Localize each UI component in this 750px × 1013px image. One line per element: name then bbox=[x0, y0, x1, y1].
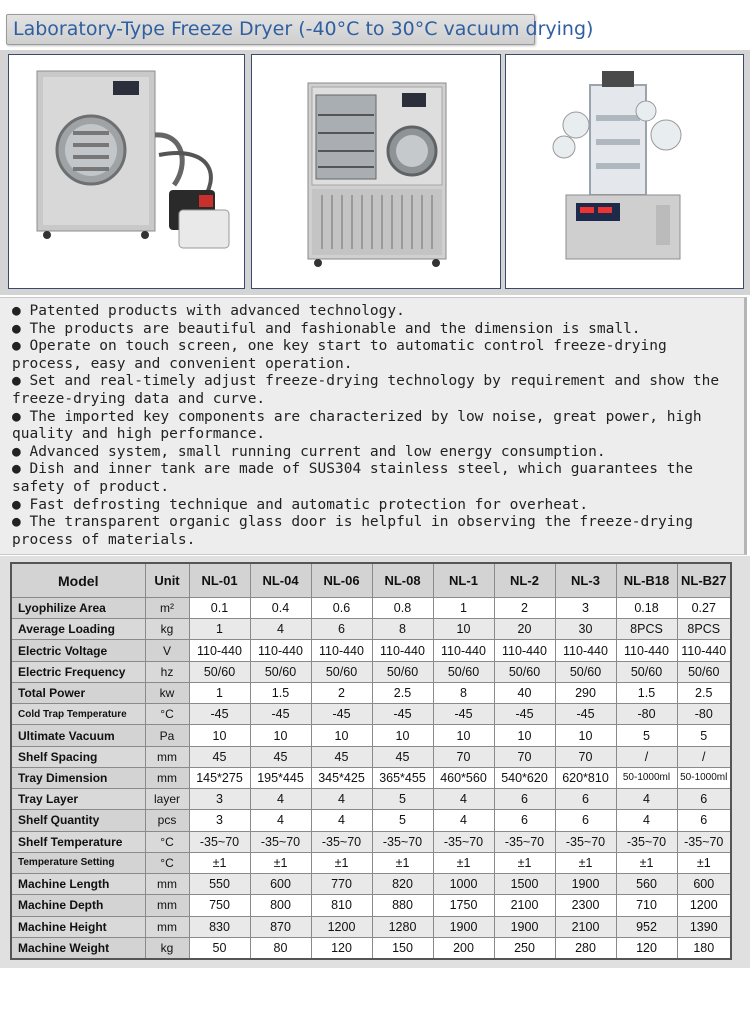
freeze-dryer-cabinet-with-vacuum-pump-photo bbox=[9, 55, 244, 288]
parameter-unit: layer bbox=[145, 789, 189, 810]
table-cell: -35~70 bbox=[250, 831, 311, 852]
table-cell: 280 bbox=[555, 937, 616, 959]
parameter-name: Machine Length bbox=[11, 874, 145, 895]
table-row bbox=[11, 916, 731, 937]
parameter-name: Ultimate Vacuum bbox=[11, 725, 145, 746]
feature-item: ● Fast defrosting technique and automatic protection for overheat. bbox=[12, 496, 589, 513]
table-cell: 0.1 bbox=[189, 598, 250, 619]
table-cell: 3 bbox=[189, 789, 250, 810]
table-cell: 6 bbox=[677, 789, 731, 810]
feature-item: ● The imported key components are characterized by low noise, great power, high quality and high performance. bbox=[12, 408, 711, 443]
table-cell: 2 bbox=[494, 598, 555, 619]
table-cell: 120 bbox=[311, 937, 372, 959]
column-header: NL-01 bbox=[189, 563, 250, 598]
table-cell: 10 bbox=[433, 619, 494, 640]
table-cell: 110-440 bbox=[616, 640, 677, 661]
table-cell: 710 bbox=[616, 895, 677, 916]
table-row bbox=[11, 682, 731, 703]
parameter-unit: mm bbox=[145, 895, 189, 916]
table-cell: 120 bbox=[616, 937, 677, 959]
table-row bbox=[11, 831, 731, 852]
floor-standing-freeze-dryer-photo bbox=[252, 55, 500, 288]
parameter-unit: °C bbox=[145, 831, 189, 852]
table-cell: 2100 bbox=[555, 916, 616, 937]
table-cell: 1750 bbox=[433, 895, 494, 916]
parameter-unit: °C bbox=[145, 704, 189, 725]
table-cell: / bbox=[677, 746, 731, 767]
table-cell: 6 bbox=[555, 789, 616, 810]
parameter-unit: Pa bbox=[145, 725, 189, 746]
table-cell: -80 bbox=[677, 704, 731, 725]
table-cell: 50/60 bbox=[250, 661, 311, 682]
table-cell: 2.5 bbox=[372, 682, 433, 703]
table-cell: 150 bbox=[372, 937, 433, 959]
parameter-name: Tray Layer bbox=[11, 789, 145, 810]
column-header: NL-08 bbox=[372, 563, 433, 598]
feature-item: ● Advanced system, small running current and low energy consumption. bbox=[12, 443, 606, 460]
feature-item: ● The products are beautiful and fashionable and the dimension is small. bbox=[12, 320, 641, 337]
table-cell: 50-1000ml bbox=[616, 767, 677, 788]
table-cell: 50/60 bbox=[555, 661, 616, 682]
table-cell: 8PCS bbox=[616, 619, 677, 640]
table-cell: 345*425 bbox=[311, 767, 372, 788]
table-cell: 3 bbox=[555, 598, 616, 619]
column-header: NL-06 bbox=[311, 563, 372, 598]
parameter-unit: mm bbox=[145, 767, 189, 788]
table-cell: 8 bbox=[372, 619, 433, 640]
table-cell: 870 bbox=[250, 916, 311, 937]
table-cell: 40 bbox=[494, 682, 555, 703]
table-row bbox=[11, 619, 731, 640]
table-cell: -35~70 bbox=[494, 831, 555, 852]
table-cell: 4 bbox=[433, 789, 494, 810]
feature-item: ● Set and real-timely adjust freeze-drying technology by requirement and show the freeze-drying data and curve. bbox=[12, 373, 728, 407]
table-cell: 2 bbox=[311, 682, 372, 703]
table-cell: 8PCS bbox=[677, 619, 731, 640]
parameter-unit: kw bbox=[145, 682, 189, 703]
parameter-name: Electric Frequency bbox=[11, 661, 145, 682]
column-header: NL-B27 bbox=[677, 563, 731, 598]
table-cell: ±1 bbox=[433, 852, 494, 873]
table-cell: 880 bbox=[372, 895, 433, 916]
parameter-unit: mm bbox=[145, 916, 189, 937]
table-cell: 2300 bbox=[555, 895, 616, 916]
table-cell: 10 bbox=[189, 725, 250, 746]
table-cell: 110-440 bbox=[433, 640, 494, 661]
table-cell: ±1 bbox=[555, 852, 616, 873]
table-cell: 830 bbox=[189, 916, 250, 937]
table-cell: 1000 bbox=[433, 874, 494, 895]
table-cell: 1 bbox=[189, 682, 250, 703]
table-row bbox=[11, 661, 731, 682]
parameter-unit: pcs bbox=[145, 810, 189, 831]
table-cell: 0.8 bbox=[372, 598, 433, 619]
table-cell: ±1 bbox=[494, 852, 555, 873]
feature-item: ● Dish and inner tank are made of SUS304 stainless steel, which guarantees the safety of product. bbox=[12, 461, 702, 495]
table-cell: 10 bbox=[555, 725, 616, 746]
table-cell: 4 bbox=[433, 810, 494, 831]
table-cell: 0.4 bbox=[250, 598, 311, 619]
table-cell: -35~70 bbox=[555, 831, 616, 852]
table-cell: 6 bbox=[494, 789, 555, 810]
table-cell: 810 bbox=[311, 895, 372, 916]
table-cell: -35~70 bbox=[311, 831, 372, 852]
table-cell: 110-440 bbox=[677, 640, 731, 661]
table-row bbox=[11, 704, 731, 725]
table-cell: 145*275 bbox=[189, 767, 250, 788]
table-cell: 10 bbox=[250, 725, 311, 746]
table-cell: 6 bbox=[677, 810, 731, 831]
parameter-unit: °C bbox=[145, 852, 189, 873]
table-cell: 50/60 bbox=[372, 661, 433, 682]
table-cell: 110-440 bbox=[494, 640, 555, 661]
table-cell: 50/60 bbox=[311, 661, 372, 682]
table-cell: -35~70 bbox=[677, 831, 731, 852]
table-cell: -45 bbox=[555, 704, 616, 725]
table-cell: -80 bbox=[616, 704, 677, 725]
table-cell: 365*455 bbox=[372, 767, 433, 788]
table-cell: -45 bbox=[494, 704, 555, 725]
table-cell: 10 bbox=[372, 725, 433, 746]
table-cell: 110-440 bbox=[372, 640, 433, 661]
table-cell: -35~70 bbox=[616, 831, 677, 852]
table-cell: 620*810 bbox=[555, 767, 616, 788]
table-cell: 110-440 bbox=[555, 640, 616, 661]
table-cell: 0.27 bbox=[677, 598, 731, 619]
table-cell: 1500 bbox=[494, 874, 555, 895]
table-cell: ±1 bbox=[189, 852, 250, 873]
table-cell: 10 bbox=[494, 725, 555, 746]
table-cell: 10 bbox=[311, 725, 372, 746]
table-cell: 50/60 bbox=[677, 661, 731, 682]
table-cell: 4 bbox=[616, 789, 677, 810]
table-cell: 70 bbox=[555, 746, 616, 767]
parameter-name: Machine Depth bbox=[11, 895, 145, 916]
table-cell: -45 bbox=[372, 704, 433, 725]
table-body bbox=[11, 598, 731, 960]
table-cell: 250 bbox=[494, 937, 555, 959]
table-cell: 110-440 bbox=[189, 640, 250, 661]
table-row bbox=[11, 852, 731, 873]
table-cell: 5 bbox=[372, 810, 433, 831]
table-cell: 4 bbox=[250, 789, 311, 810]
table-cell: 750 bbox=[189, 895, 250, 916]
table-cell: 1900 bbox=[433, 916, 494, 937]
table-cell: 50/60 bbox=[433, 661, 494, 682]
parameter-unit: mm bbox=[145, 746, 189, 767]
table-cell: 1390 bbox=[677, 916, 731, 937]
table-cell: 1.5 bbox=[616, 682, 677, 703]
parameter-unit: mm bbox=[145, 874, 189, 895]
table-row bbox=[11, 725, 731, 746]
table-cell: -45 bbox=[250, 704, 311, 725]
parameter-name: Temperature Setting bbox=[11, 852, 145, 873]
column-header: Unit bbox=[145, 563, 189, 598]
table-cell: -35~70 bbox=[433, 831, 494, 852]
table-cell: 290 bbox=[555, 682, 616, 703]
table-cell: 45 bbox=[372, 746, 433, 767]
column-header: NL-B18 bbox=[616, 563, 677, 598]
product-photo-3 bbox=[505, 54, 744, 289]
table-cell: 180 bbox=[677, 937, 731, 959]
table-cell: -45 bbox=[433, 704, 494, 725]
table-cell: 10 bbox=[433, 725, 494, 746]
table-cell: 45 bbox=[189, 746, 250, 767]
table-cell: 70 bbox=[433, 746, 494, 767]
table-cell: 1900 bbox=[555, 874, 616, 895]
table-cell: ±1 bbox=[250, 852, 311, 873]
table-cell: 45 bbox=[250, 746, 311, 767]
parameter-unit: kg bbox=[145, 937, 189, 959]
parameter-unit: V bbox=[145, 640, 189, 661]
column-header: NL-3 bbox=[555, 563, 616, 598]
table-cell: 2.5 bbox=[677, 682, 731, 703]
table-cell: 820 bbox=[372, 874, 433, 895]
table-cell: 952 bbox=[616, 916, 677, 937]
table-cell: 3 bbox=[189, 810, 250, 831]
table-cell: 0.18 bbox=[616, 598, 677, 619]
table-cell: 4 bbox=[250, 810, 311, 831]
table-header-row bbox=[11, 563, 731, 598]
title-bar bbox=[6, 14, 594, 45]
column-header: NL-04 bbox=[250, 563, 311, 598]
table-cell: 4 bbox=[311, 810, 372, 831]
table-cell: 600 bbox=[677, 874, 731, 895]
table-cell: ±1 bbox=[372, 852, 433, 873]
parameter-name: Shelf Spacing bbox=[11, 746, 145, 767]
parameter-name: Tray Dimension bbox=[11, 767, 145, 788]
table-row bbox=[11, 598, 731, 619]
table-cell: ±1 bbox=[616, 852, 677, 873]
table-cell: 800 bbox=[250, 895, 311, 916]
table-row bbox=[11, 874, 731, 895]
feature-list bbox=[0, 298, 744, 549]
product-photos bbox=[0, 50, 750, 295]
parameter-unit: m² bbox=[145, 598, 189, 619]
table-cell: 770 bbox=[311, 874, 372, 895]
table-cell: 1200 bbox=[311, 916, 372, 937]
feature-list-panel bbox=[0, 297, 747, 555]
table-cell: 50-1000ml bbox=[677, 767, 731, 788]
table-cell: 6 bbox=[494, 810, 555, 831]
table-cell: 45 bbox=[311, 746, 372, 767]
table-row bbox=[11, 895, 731, 916]
table-row bbox=[11, 767, 731, 788]
table-cell: 1 bbox=[433, 598, 494, 619]
table-cell: 1.5 bbox=[250, 682, 311, 703]
parameter-name: Shelf Quantity bbox=[11, 810, 145, 831]
table-cell: 30 bbox=[555, 619, 616, 640]
table-cell: 50/60 bbox=[189, 661, 250, 682]
column-header: NL-2 bbox=[494, 563, 555, 598]
table-cell: 1280 bbox=[372, 916, 433, 937]
column-header: NL-1 bbox=[433, 563, 494, 598]
table-cell: 110-440 bbox=[250, 640, 311, 661]
product-photo-1 bbox=[8, 54, 245, 289]
table-cell: 5 bbox=[677, 725, 731, 746]
parameter-unit: hz bbox=[145, 661, 189, 682]
table-cell: 50/60 bbox=[616, 661, 677, 682]
table-cell: ±1 bbox=[677, 852, 731, 873]
page-footer-space bbox=[0, 968, 750, 1013]
table-cell: 540*620 bbox=[494, 767, 555, 788]
table-cell: 195*445 bbox=[250, 767, 311, 788]
table-cell: ±1 bbox=[311, 852, 372, 873]
table-cell: 4 bbox=[311, 789, 372, 810]
spec-table-panel bbox=[0, 556, 750, 968]
table-cell: / bbox=[616, 746, 677, 767]
parameter-name: Machine Weight bbox=[11, 937, 145, 959]
table-cell: 8 bbox=[433, 682, 494, 703]
table-cell: 50/60 bbox=[494, 661, 555, 682]
bench-top-manifold-freeze-dryer-photo bbox=[506, 55, 743, 288]
table-cell: -35~70 bbox=[372, 831, 433, 852]
parameter-name: Shelf Temperature bbox=[11, 831, 145, 852]
table-cell: 80 bbox=[250, 937, 311, 959]
table-cell: -45 bbox=[189, 704, 250, 725]
product-photo-2 bbox=[251, 54, 501, 289]
table-cell: 600 bbox=[250, 874, 311, 895]
table-cell: -35~70 bbox=[189, 831, 250, 852]
spec-table bbox=[10, 562, 732, 960]
table-cell: 20 bbox=[494, 619, 555, 640]
table-row bbox=[11, 746, 731, 767]
table-cell: 110-440 bbox=[311, 640, 372, 661]
feature-item: ● Operate on touch screen, one key start to automatic control freeze-drying process, easy and convenient operation. bbox=[12, 338, 676, 372]
parameter-name: Cold Trap Temperature bbox=[11, 704, 145, 725]
table-row bbox=[11, 937, 731, 959]
feature-item: ● Patented products with advanced technology. bbox=[12, 303, 405, 319]
table-cell: 1200 bbox=[677, 895, 731, 916]
table-cell: 550 bbox=[189, 874, 250, 895]
table-cell: 5 bbox=[372, 789, 433, 810]
table-cell: -45 bbox=[311, 704, 372, 725]
table-row bbox=[11, 789, 731, 810]
table-row bbox=[11, 640, 731, 661]
feature-item: ● The transparent organic glass door is helpful in observing the freeze-drying process of materials. bbox=[12, 514, 702, 548]
parameter-unit: kg bbox=[145, 619, 189, 640]
table-cell: 50 bbox=[189, 937, 250, 959]
table-cell: 6 bbox=[311, 619, 372, 640]
table-cell: 6 bbox=[555, 810, 616, 831]
table-cell: 560 bbox=[616, 874, 677, 895]
table-cell: 5 bbox=[616, 725, 677, 746]
table-cell: 2100 bbox=[494, 895, 555, 916]
table-cell: 460*560 bbox=[433, 767, 494, 788]
parameter-name: Average Loading bbox=[11, 619, 145, 640]
table-cell: 1900 bbox=[494, 916, 555, 937]
table-cell: 4 bbox=[616, 810, 677, 831]
parameter-name: Total Power bbox=[11, 682, 145, 703]
parameter-name: Electric Voltage bbox=[11, 640, 145, 661]
column-header: Model bbox=[11, 563, 145, 598]
table-cell: 200 bbox=[433, 937, 494, 959]
table-cell: 0.6 bbox=[311, 598, 372, 619]
parameter-name: Machine Height bbox=[11, 916, 145, 937]
table-row bbox=[11, 810, 731, 831]
table-cell: 1 bbox=[189, 619, 250, 640]
table-cell: 70 bbox=[494, 746, 555, 767]
table-cell: 4 bbox=[250, 619, 311, 640]
parameter-name: Lyophilize Area bbox=[11, 598, 145, 619]
page-title: Laboratory-Type Freeze Dryer (-40°C to 30°C vacuum drying) bbox=[13, 18, 594, 40]
